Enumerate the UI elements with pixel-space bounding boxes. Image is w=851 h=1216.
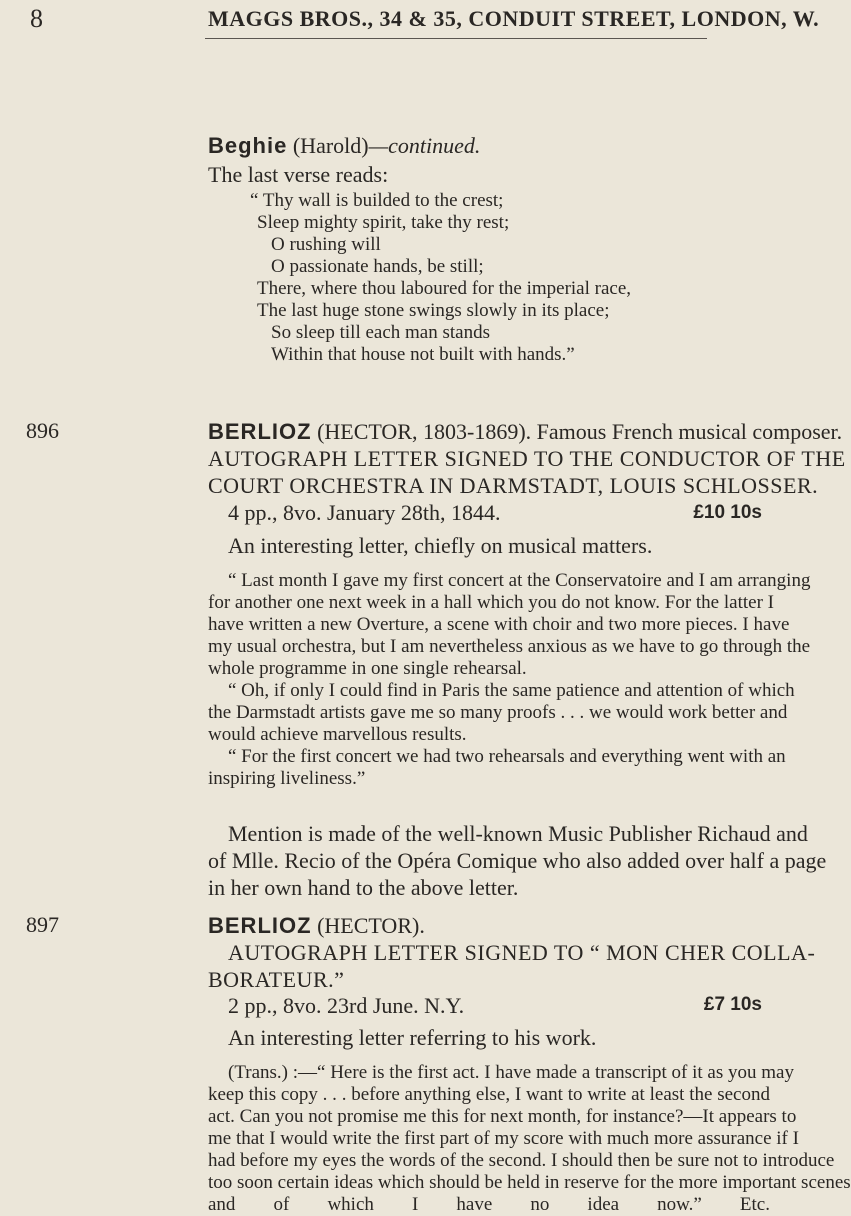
note-line: of Mlle. Recio of the Opéra Comique who also added over half a page (208, 848, 827, 873)
entry-title-line: AUTOGRAPH LETTER SIGNED TO “ MON CHER COLLA- (228, 940, 816, 965)
quote-line: my usual orchestra, but I am nevertheless anxious as we have to go through the (208, 636, 811, 657)
verse-line: The last huge stone swings slowly in its place; (257, 300, 610, 321)
entry-collation: 4 pp., 8vo. January 28th, 1844. (228, 500, 501, 525)
verse-line: Sleep mighty spirit, take thy rest; (257, 212, 510, 233)
verse-line: O rushing will (271, 234, 381, 255)
verse (250, 190, 631, 366)
quote-line: “ Last month I gave my first concert at the Conservatoire and I am arranging (228, 570, 811, 591)
entry-heading: BERLIOZ (HECTOR, 1803-1869). Famous French musical composer. (208, 419, 843, 444)
quote-line: me that I would write the first part of my score with much more assurance if I (208, 1128, 799, 1149)
verse-line: “ Thy wall is builded to the crest; (250, 190, 504, 211)
entry-summary: An interesting letter referring to his work. (228, 1025, 597, 1050)
entry-title-line: COURT ORCHESTRA IN DARMSTADT, LOUIS SCHLOSSER. (208, 473, 819, 498)
entry-heading: BERLIOZ (HECTOR). (208, 913, 425, 938)
quote-line: inspiring liveliness.” (208, 768, 366, 789)
quote-line: “ For the first concert we had two rehearsals and everything went with an (228, 746, 786, 767)
entry-summary: An interesting letter, chiefly on musical matters. (228, 533, 653, 558)
lot-number: 897 (26, 912, 59, 937)
header-rule (205, 38, 707, 39)
quote-line: would achieve marvellous results. (208, 724, 467, 745)
entry-quote-897 (208, 1062, 851, 1215)
quote-line: (Trans.) :—“ Here is the first act. I have made a transcript of it as you may (228, 1062, 794, 1083)
quote-line: too soon certain ideas which should be held in reserve for the more important scenes (208, 1172, 851, 1193)
quote-line: whole programme in one single rehearsal. (208, 658, 527, 679)
running-title: MAGGS BROS., 34 & 35, CONDUIT STREET, LONDON, W. (208, 6, 820, 31)
verse-line: Within that house not built with hands.” (271, 344, 575, 365)
quote-line: act. Can you not promise me this for next month, for instance?—It appears to (208, 1106, 797, 1127)
verse-line: So sleep till each man stands (271, 322, 490, 343)
quote-line: had before my eyes the words of the second. I should then be sure not to introduce (208, 1150, 835, 1171)
lot-number: 896 (26, 418, 59, 443)
entry-quote (208, 570, 811, 790)
note-line: Mention is made of the well-known Music Publisher Richaud and (228, 821, 808, 846)
page-number: 8 (30, 4, 43, 33)
verse-line: There, where thou laboured for the imperial race, (257, 278, 632, 299)
price: £7 10s (703, 994, 762, 1015)
entry-heading: Beghie (Harold)—continued. (208, 133, 481, 158)
entry-intro: The last verse reads: (208, 162, 389, 187)
quote-line: for another one next week in a hall which you do not know. For the latter I (208, 592, 774, 613)
entry-collation: 2 pp., 8vo. 23rd June. N.Y. (228, 993, 465, 1018)
note-line: in her own hand to the above letter. (208, 875, 519, 900)
quote-line: and of which I have no idea now.” Etc. (208, 1194, 770, 1215)
quote-line: keep this copy . . . before anything else, I want to write at least the second (208, 1084, 770, 1105)
quote-line: the Darmstadt artists gave me so many proofs . . . we would work better and (208, 702, 788, 723)
verse-line: O passionate hands, be still; (271, 256, 484, 277)
entry-note (208, 820, 827, 901)
quote-line: “ Oh, if only I could find in Paris the same patience and attention of which (228, 680, 795, 701)
quote-line: have written a new Overture, a scene with choir and two more pieces. I have (208, 614, 790, 635)
entry-title-line: AUTOGRAPH LETTER SIGNED TO THE CONDUCTOR OF THE (208, 446, 846, 471)
entry-title-line: BORATEUR.” (208, 967, 345, 992)
page-header (0, 0, 820, 50)
price: £10 10s (693, 502, 762, 523)
